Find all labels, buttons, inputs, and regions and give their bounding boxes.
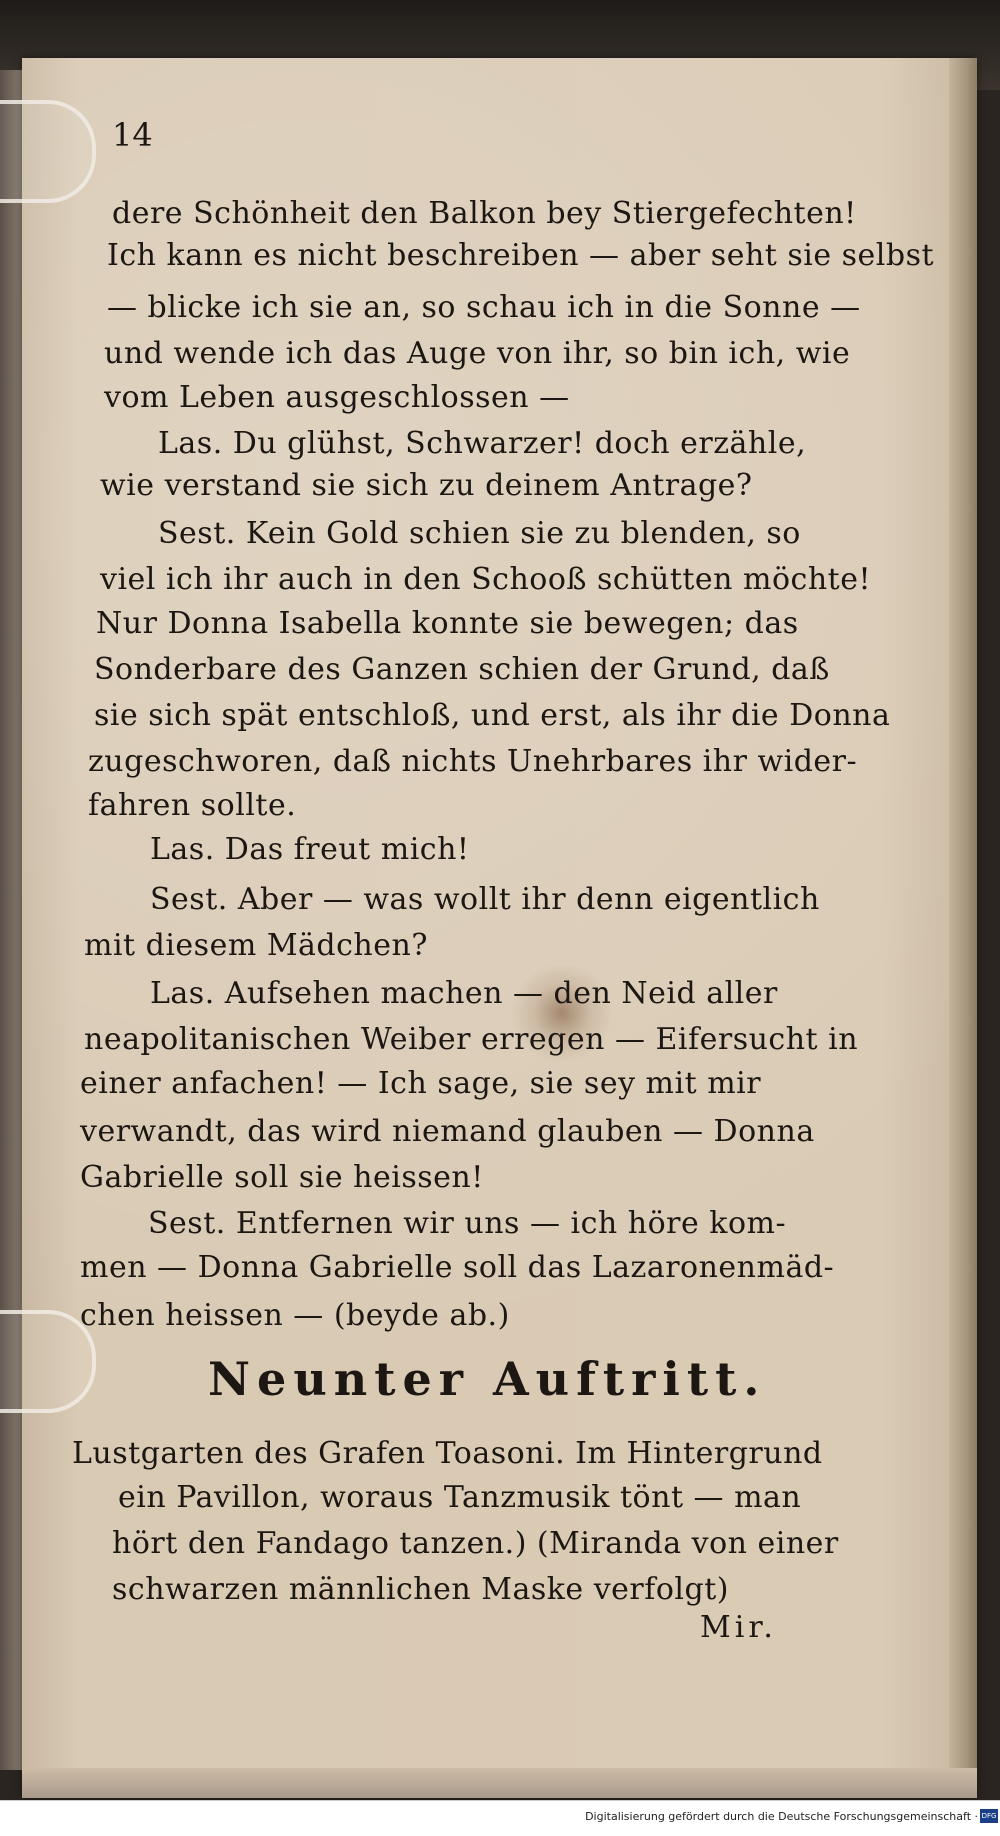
text-line: zugeschworen, daß nichts Unehrbares ihr wider- — [88, 744, 858, 779]
text-line: neapolitanischen Weiber erregen — Eifersucht in — [84, 1022, 859, 1057]
dfg-logo-icon: DFG — [980, 1809, 998, 1823]
text-line: wie verstand sie sich zu deinem Antrage? — [100, 468, 753, 503]
digitization-footer — [0, 1800, 1000, 1836]
speaker-line: Las. Du glühst, Schwarzer! doch erzähle, — [158, 426, 807, 461]
speaker-line: Las. Das freut mich! — [150, 832, 470, 867]
text-line: einer anfachen! — Ich sage, sie sey mit mir — [80, 1066, 762, 1101]
speaker-line: Las. Aufsehen machen — den Neid aller — [150, 976, 778, 1011]
text-line: dere Schönheit den Balkon bey Stiergefechten! — [112, 196, 857, 231]
text-line: chen heissen — (beyde ab.) — [80, 1298, 510, 1333]
scene-heading: Neunter Auftritt. — [208, 1352, 767, 1406]
footer-credit: Digitalisierung gefördert durch die Deutsche Forschungsgemeinschaft · — [585, 1810, 978, 1823]
stage-direction-line: Lustgarten des Grafen Toasoni. Im Hintergrund — [72, 1436, 823, 1471]
text-line: men — Donna Gabrielle soll das Lazaronenmäd- — [80, 1250, 835, 1285]
text-line: sie sich spät entschloß, und erst, als ihr die Donna — [94, 698, 891, 733]
page-number: 14 — [112, 116, 153, 154]
text-line: und wende ich das Auge von ihr, so bin ich, wie — [104, 336, 851, 371]
text-line: vom Leben ausgeschlossen — — [104, 380, 570, 415]
text-line: — blicke ich sie an, so schau ich in die Sonne — — [107, 290, 861, 325]
speaker-line: Sest. Aber — was wollt ihr denn eigentlich — [150, 882, 820, 917]
speaker-line: Sest. Entfernen wir uns — ich höre kom- — [148, 1206, 787, 1241]
text-line: Sonderbare des Ganzen schien der Grund, daß — [94, 652, 830, 687]
stage-direction-line: ein Pavillon, woraus Tanzmusik tönt — man — [118, 1480, 802, 1515]
catchword: Mir. — [700, 1610, 777, 1645]
text-line: Gabrielle soll sie heissen! — [80, 1160, 484, 1195]
text-line: viel ich ihr auch in den Schooß schütten möchte! — [100, 562, 872, 597]
stage-direction-line: hört den Fandago tanzen.) (Miranda von einer — [112, 1526, 839, 1561]
text-line: verwandt, das wird niemand glauben — Donna — [80, 1114, 815, 1149]
speaker-line: Sest. Kein Gold schien sie zu blenden, so — [158, 516, 801, 551]
text-line: Nur Donna Isabella konnte sie bewegen; das — [96, 606, 799, 641]
text-line: Ich kann es nicht beschreiben — aber seht sie selbst — [107, 238, 935, 273]
text-line: fahren sollte. — [88, 788, 297, 823]
text-line: mit diesem Mädchen? — [84, 928, 428, 963]
stage-direction-line: schwarzen männlichen Maske verfolgt) — [112, 1572, 729, 1607]
